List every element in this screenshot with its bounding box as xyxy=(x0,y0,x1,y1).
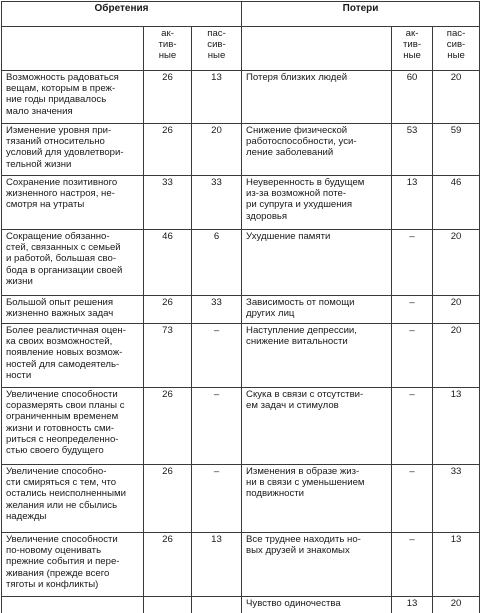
table-row xyxy=(2,71,480,124)
loss-text: Скука в связи с отсутстви- ем задач и стимулов xyxy=(242,388,392,465)
loss-active-value: 53 xyxy=(392,124,433,176)
loss-text: Все труднее находить но- вых друзей и знакомых xyxy=(242,533,392,597)
gains-blank-cell xyxy=(2,27,144,71)
loss-active-value: 13 xyxy=(392,597,433,613)
loss-passive-value: 13 xyxy=(433,388,480,465)
subheader-row xyxy=(2,27,480,71)
gain-passive-value: 13 xyxy=(192,533,242,597)
gain-active-value: 26 xyxy=(144,388,192,465)
loss-text: Зависимость от помощи других лиц xyxy=(242,296,392,324)
gain-text: Изменение уровня при- тязаний относительно условий для удовлетвори- тельной жизни xyxy=(2,124,144,176)
gains-losses-table xyxy=(1,1,480,613)
loss-active-value: – xyxy=(392,324,433,388)
loss-active-value: – xyxy=(392,465,433,533)
loss-passive-value: 20 xyxy=(433,71,480,124)
loss-active-value: – xyxy=(392,296,433,324)
loss-text: Чувство одиночества xyxy=(242,597,392,613)
table-row xyxy=(2,465,480,533)
loss-passive-value: 59 xyxy=(433,124,480,176)
loss-text: Изменения в образе жиз- ни в связи с уменьшением подвижности xyxy=(242,465,392,533)
table-row xyxy=(2,296,480,324)
table-row xyxy=(2,176,480,230)
gain-active-value: 26 xyxy=(144,533,192,597)
loss-active-value: – xyxy=(392,533,433,597)
table-row xyxy=(2,388,480,465)
losses-blank-cell xyxy=(242,27,392,71)
loss-passive-value: 13 xyxy=(433,533,480,597)
header-row xyxy=(2,2,480,27)
gain-text: Увеличение способно- сти смиряться с тем, что остались неисполненными желания или не сбылись надежды xyxy=(2,465,144,533)
losses-active-label: ак- тив- ные xyxy=(392,27,433,71)
loss-active-value: – xyxy=(392,230,433,296)
gains-header: Обретения xyxy=(2,2,242,27)
loss-text: Наступление депрессии, снижение витальности xyxy=(242,324,392,388)
table-row xyxy=(2,124,480,176)
gain-passive-value xyxy=(192,597,242,613)
gain-active-value: 46 xyxy=(144,230,192,296)
loss-active-value: 60 xyxy=(392,71,433,124)
loss-text: Снижение физической работоспособности, уси- ление заболеваний xyxy=(242,124,392,176)
gain-active-value: 33 xyxy=(144,176,192,230)
gain-text: Сокращение обязанно- стей, связанных с семьей и работой, большая сво- бода в организации своей жизни xyxy=(2,230,144,296)
loss-passive-value: 33 xyxy=(433,465,480,533)
loss-passive-value: 20 xyxy=(433,230,480,296)
gain-passive-value: 33 xyxy=(192,296,242,324)
gain-active-value: 73 xyxy=(144,324,192,388)
table-row xyxy=(2,324,480,388)
table-row xyxy=(2,533,480,597)
gain-text: Увеличение способности по-новому оценивать прежние события и пере- живания (прежде всего тяготы и конфликты) xyxy=(2,533,144,597)
gain-text: Сохранение позитивного жизненного настроя, не- смотря на утраты xyxy=(2,176,144,230)
gain-active-value xyxy=(144,597,192,613)
gain-text: Большой опыт решения жизненно важных задач xyxy=(2,296,144,324)
loss-text: Ухудшение памяти xyxy=(242,230,392,296)
loss-passive-value: 20 xyxy=(433,597,480,613)
loss-active-value: – xyxy=(392,388,433,465)
loss-passive-value: 46 xyxy=(433,176,480,230)
table-row xyxy=(2,597,480,613)
gain-active-value: 26 xyxy=(144,71,192,124)
gain-active-value: 26 xyxy=(144,465,192,533)
gain-active-value: 26 xyxy=(144,124,192,176)
loss-text: Потеря близких людей xyxy=(242,71,392,124)
losses-passive-label: пас- сив- ные xyxy=(433,27,480,71)
table-row xyxy=(2,230,480,296)
gain-text: Увеличение способности соразмерять свои планы с ограниченным временем жизни и готовность сми- риться с неопределенно- стью своего будущего xyxy=(2,388,144,465)
gain-passive-value: 20 xyxy=(192,124,242,176)
gain-passive-value: – xyxy=(192,388,242,465)
losses-header: Потери xyxy=(242,2,480,27)
gain-text xyxy=(2,597,144,613)
loss-text: Неуверенность в будущем из-за возможной поте- ри супруга и ухудшения здоровья xyxy=(242,176,392,230)
gains-active-label: ак- тив- ные xyxy=(144,27,192,71)
gain-text: Возможность радоваться вещам, которым в преж- ние годы придавалось мало значения xyxy=(2,71,144,124)
gains-passive-label: пас- сив- ные xyxy=(192,27,242,71)
gain-passive-value: 6 xyxy=(192,230,242,296)
loss-passive-value: 20 xyxy=(433,296,480,324)
loss-passive-value: 20 xyxy=(433,324,480,388)
gain-passive-value: 13 xyxy=(192,71,242,124)
gain-passive-value: 33 xyxy=(192,176,242,230)
gain-passive-value: – xyxy=(192,324,242,388)
loss-active-value: 13 xyxy=(392,176,433,230)
gain-passive-value: – xyxy=(192,465,242,533)
gain-active-value: 26 xyxy=(144,296,192,324)
gain-text: Более реалистичная оцен- ка своих возможностей, появление новых возмож- ностей для самодеятель- ности xyxy=(2,324,144,388)
